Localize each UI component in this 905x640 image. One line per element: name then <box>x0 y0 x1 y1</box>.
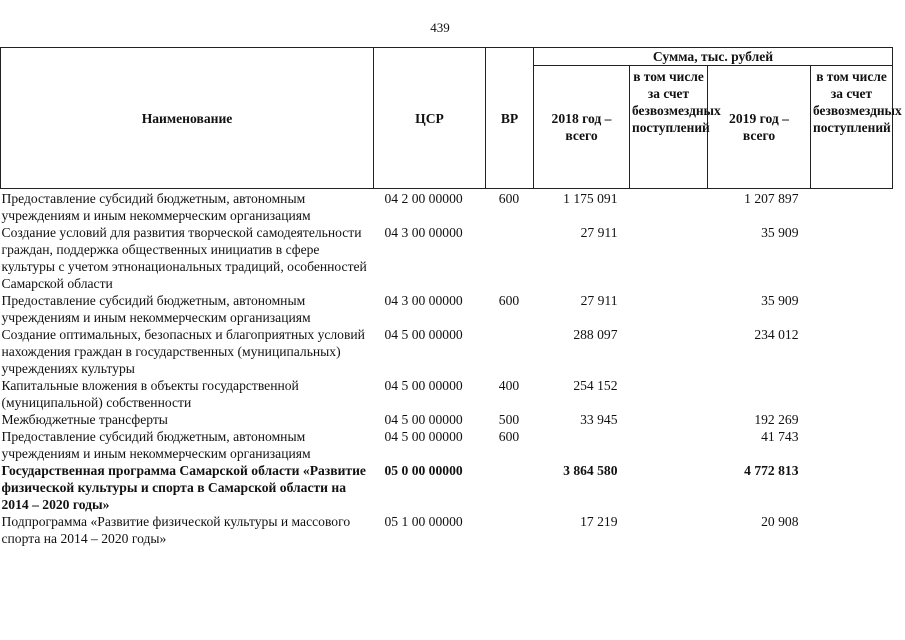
row-grant-2018 <box>630 428 708 462</box>
row-vr: 600 <box>498 191 520 206</box>
header-2019-total: 2019 год – всего <box>708 66 811 189</box>
row-sum-2019: 1 207 897 <box>744 191 799 206</box>
row-sum-2018: 27 911 <box>580 225 618 240</box>
row-grant-2019 <box>811 428 893 462</box>
row-csr: 04 3 00 00000 <box>384 225 463 240</box>
row-csr: 04 5 00 00000 <box>384 412 463 427</box>
row-grant-2019 <box>811 292 893 326</box>
row-csr: 04 3 00 00000 <box>384 293 463 308</box>
row-vr <box>486 513 534 547</box>
row-grant-2018 <box>630 326 708 377</box>
row-vr: 600 <box>498 293 520 308</box>
row-grant-2018 <box>630 462 708 513</box>
row-grant-2018 <box>630 224 708 292</box>
row-csr: 05 0 00 00000 <box>384 463 463 478</box>
row-sum-2019: 192 269 <box>754 412 799 427</box>
table-row <box>1 292 893 326</box>
row-name: Предоставление субсидий бюджетным, автономным учреждениям и иным некоммерческим организациям <box>1 293 311 325</box>
header-vr: ВР <box>486 48 534 189</box>
row-vr <box>486 462 534 513</box>
table-row <box>1 462 893 513</box>
page-number: 439 <box>430 20 450 35</box>
row-vr: 400 <box>498 378 520 393</box>
row-grant-2019 <box>811 462 893 513</box>
table-row <box>1 326 893 377</box>
table-body <box>1 189 893 548</box>
table-row <box>1 189 893 225</box>
row-grant-2018 <box>630 377 708 411</box>
row-csr: 04 5 00 00000 <box>384 327 463 342</box>
row-sum-2018 <box>534 428 630 462</box>
row-grant-2018 <box>630 411 708 428</box>
row-grant-2018 <box>630 189 708 225</box>
row-sum-2018: 288 097 <box>573 327 618 342</box>
row-sum-2018: 27 911 <box>580 293 618 308</box>
row-name: Капитальные вложения в объекты государственной (муниципальной) собственности <box>1 378 299 410</box>
header-2018-total: 2018 год – всего <box>534 66 630 189</box>
row-csr: 05 1 00 00000 <box>384 514 463 529</box>
row-grant-2019 <box>811 326 893 377</box>
row-grant-2019 <box>811 513 893 547</box>
row-vr <box>486 326 534 377</box>
row-name: Создание оптимальных, безопасных и благоприятных условий нахождения граждан в государственных (муниципальных) учреждениях культуры <box>1 327 365 376</box>
row-name: Предоставление субсидий бюджетным, автономным учреждениям и иным некоммерческим организациям <box>1 429 311 461</box>
header-csr: ЦСР <box>374 48 486 189</box>
row-name: Межбюджетные трансферты <box>1 412 168 427</box>
row-grant-2019 <box>811 189 893 225</box>
header-sum-group: Сумма, тыс. рублей <box>534 48 893 66</box>
header-2019-incl: в том числе за счет безвозмездных поступлений <box>811 66 893 189</box>
row-grant-2019 <box>811 411 893 428</box>
row-sum-2019: 35 909 <box>761 293 799 308</box>
row-vr: 500 <box>498 412 520 427</box>
header-2018-incl: в том числе за счет безвозмездных поступлений <box>630 66 708 189</box>
table-row <box>1 428 893 462</box>
row-name: Предоставление субсидий бюджетным, автономным учреждениям и иным некоммерческим организациям <box>1 191 311 223</box>
row-grant-2019 <box>811 224 893 292</box>
row-grant-2018 <box>630 292 708 326</box>
row-grant-2018 <box>630 513 708 547</box>
row-sum-2019: 35 909 <box>761 225 799 240</box>
row-sum-2018: 3 864 580 <box>563 463 618 478</box>
row-name: Создание условий для развития творческой самодеятельности граждан, поддержка общественных инициатив в сфере культуры с учетом этнонациональных традиций, особенностей Самарской области <box>1 225 367 291</box>
row-sum-2018: 17 219 <box>580 514 618 529</box>
row-name: Подпрограмма «Развитие физической культуры и массового спорта на 2014 – 2020 годы» <box>1 514 351 546</box>
row-sum-2019: 20 908 <box>761 514 799 529</box>
row-sum-2019 <box>708 377 811 411</box>
row-vr: 600 <box>498 429 520 444</box>
table-row <box>1 224 893 292</box>
table-row <box>1 411 893 428</box>
row-grant-2019 <box>811 377 893 411</box>
row-csr: 04 5 00 00000 <box>384 429 463 444</box>
row-sum-2019: 234 012 <box>754 327 799 342</box>
header-name: Наименование <box>1 48 374 189</box>
row-name: Государственная программа Самарской области «Развитие физической культуры и спорта в Самарской области на 2014 – 2020 годы» <box>1 463 366 512</box>
row-vr <box>486 224 534 292</box>
row-sum-2018: 1 175 091 <box>563 191 618 206</box>
row-csr: 04 5 00 00000 <box>384 378 463 393</box>
row-sum-2019: 4 772 813 <box>744 463 799 478</box>
table-header <box>1 48 902 189</box>
table-row <box>1 513 893 547</box>
budget-table <box>0 47 902 547</box>
row-sum-2018: 33 945 <box>580 412 618 427</box>
row-sum-2018: 254 152 <box>573 378 618 393</box>
row-csr: 04 2 00 00000 <box>384 191 463 206</box>
row-sum-2019: 41 743 <box>761 429 799 444</box>
table-row <box>1 377 893 411</box>
